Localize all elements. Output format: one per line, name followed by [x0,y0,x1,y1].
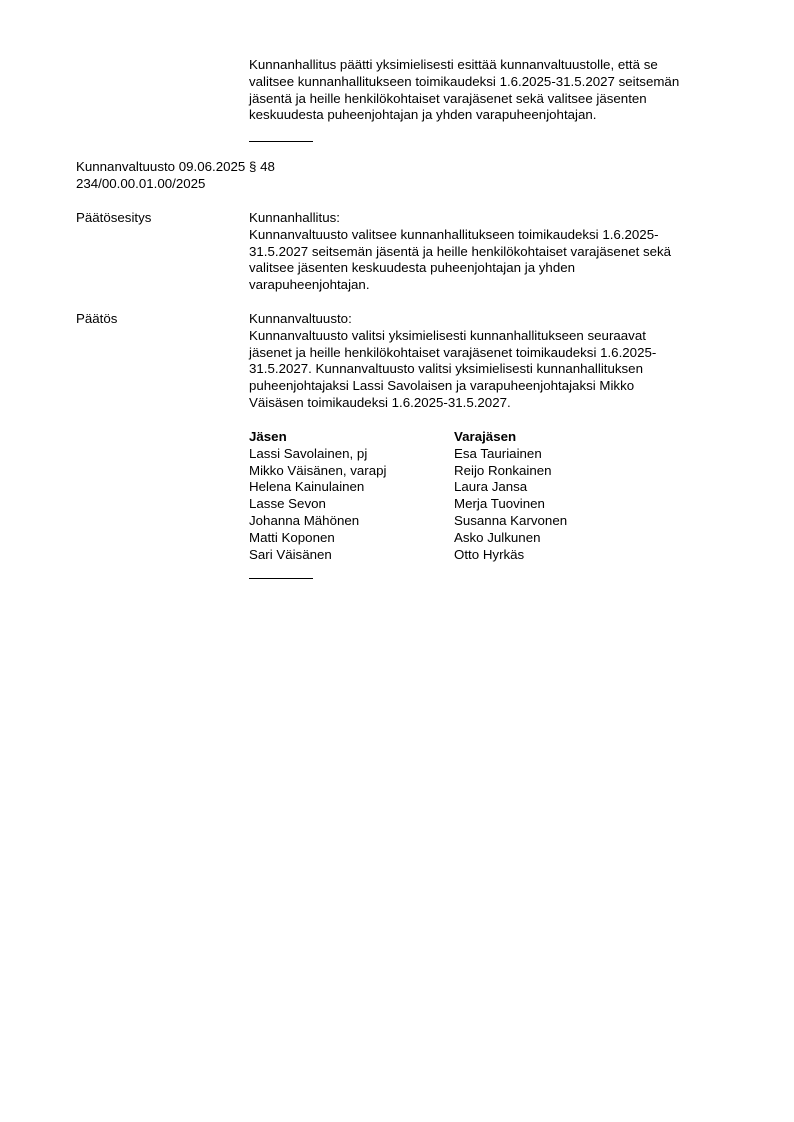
decision-text [249,311,729,412]
decision-line: 31.5.2027. Kunnanvaltuusto valitsi yksimielisesti kunnanhallituksen [249,361,643,377]
deputy-name: Susanna Karvonen [454,512,568,528]
table-row [249,479,654,496]
member-name: Mikko Väisänen, varapj [249,462,387,478]
intro-line: keskuudesta puheenjohtajan ja yhden varapuheenjohtajan. [249,107,597,123]
intro-line: Kunnanhallitus päätti yksimielisesti esittää kunnanvaltuustolle, että se [249,57,658,72]
decision-line: jäsenet ja heille henkilökohtaiset varajäsenet toimikaudeksi 1.6.2025- [249,344,657,360]
members-table [249,429,729,563]
member-name: Lasse Sevon [249,496,326,512]
members-header-row [249,429,654,446]
deputy-name: Otto Hyrkäs [454,546,525,562]
intro-paragraph [249,57,729,124]
proposal-text [249,210,729,294]
decision-heading: Kunnanvaltuusto: [249,311,352,326]
table-row [249,446,654,463]
proposal-line: Kunnanvaltuusto valitsee kunnanhallitukseen toimikaudeksi 1.6.2025- [249,226,659,242]
deputy-name: Reijo Ronkainen [454,462,552,478]
decision-line: puheenjohtajaksi Lassi Savolaisen ja varapuheenjohtajaksi Mikko [249,378,635,394]
proposal-line: varapuheenjohtajan. [249,277,370,293]
deputy-name: Laura Jansa [454,479,528,495]
member-name: Lassi Savolainen, pj [249,445,368,461]
table-row [249,496,654,513]
table-row [249,530,654,547]
table-row [249,463,654,480]
proposal-label: Päätösesitys [76,210,152,225]
intro-line: jäsentä ja heille henkilökohtaiset varajäsenet sekä valitsee jäsenten [249,90,647,106]
intro-line: valitsee kunnanhallitukseen toimikaudeksi 1.6.2025-31.5.2027 seitsemän [249,73,680,89]
meeting-title: Kunnanvaltuusto 09.06.2025 § 48 [76,159,275,174]
member-name: Sari Väisänen [249,546,332,562]
deputy-name: Asko Julkunen [454,529,541,545]
decision-label: Päätös [76,311,118,326]
decision-line: Kunnanvaltuusto valitsi yksimielisesti kunnanhallitukseen seuraavat [249,327,646,343]
proposal-line: valitsee jäsenten keskuudesta puheenjohtajan ja yhden [249,260,576,276]
section-divider [249,141,313,142]
deputy-column-header: Varajäsen [454,429,517,444]
table-row [249,547,654,564]
member-column-header: Jäsen [249,429,287,444]
member-name: Matti Koponen [249,529,335,545]
deputy-name: Esa Tauriainen [454,445,542,461]
decision-line: Väisäsen toimikaudeksi 1.6.2025-31.5.2027. [249,394,511,410]
section-divider [249,578,313,579]
member-name: Johanna Mähönen [249,512,360,528]
meeting-reference [76,159,476,193]
proposal-line: 31.5.2027 seitsemän jäsentä ja heille henkilökohtaiset varajäsenet sekä [249,243,672,259]
proposal-heading: Kunnanhallitus: [249,210,340,225]
meeting-record-number: 234/00.00.01.00/2025 [76,175,206,191]
deputy-name: Merja Tuovinen [454,496,545,512]
table-row [249,513,654,530]
member-name: Helena Kainulainen [249,479,365,495]
